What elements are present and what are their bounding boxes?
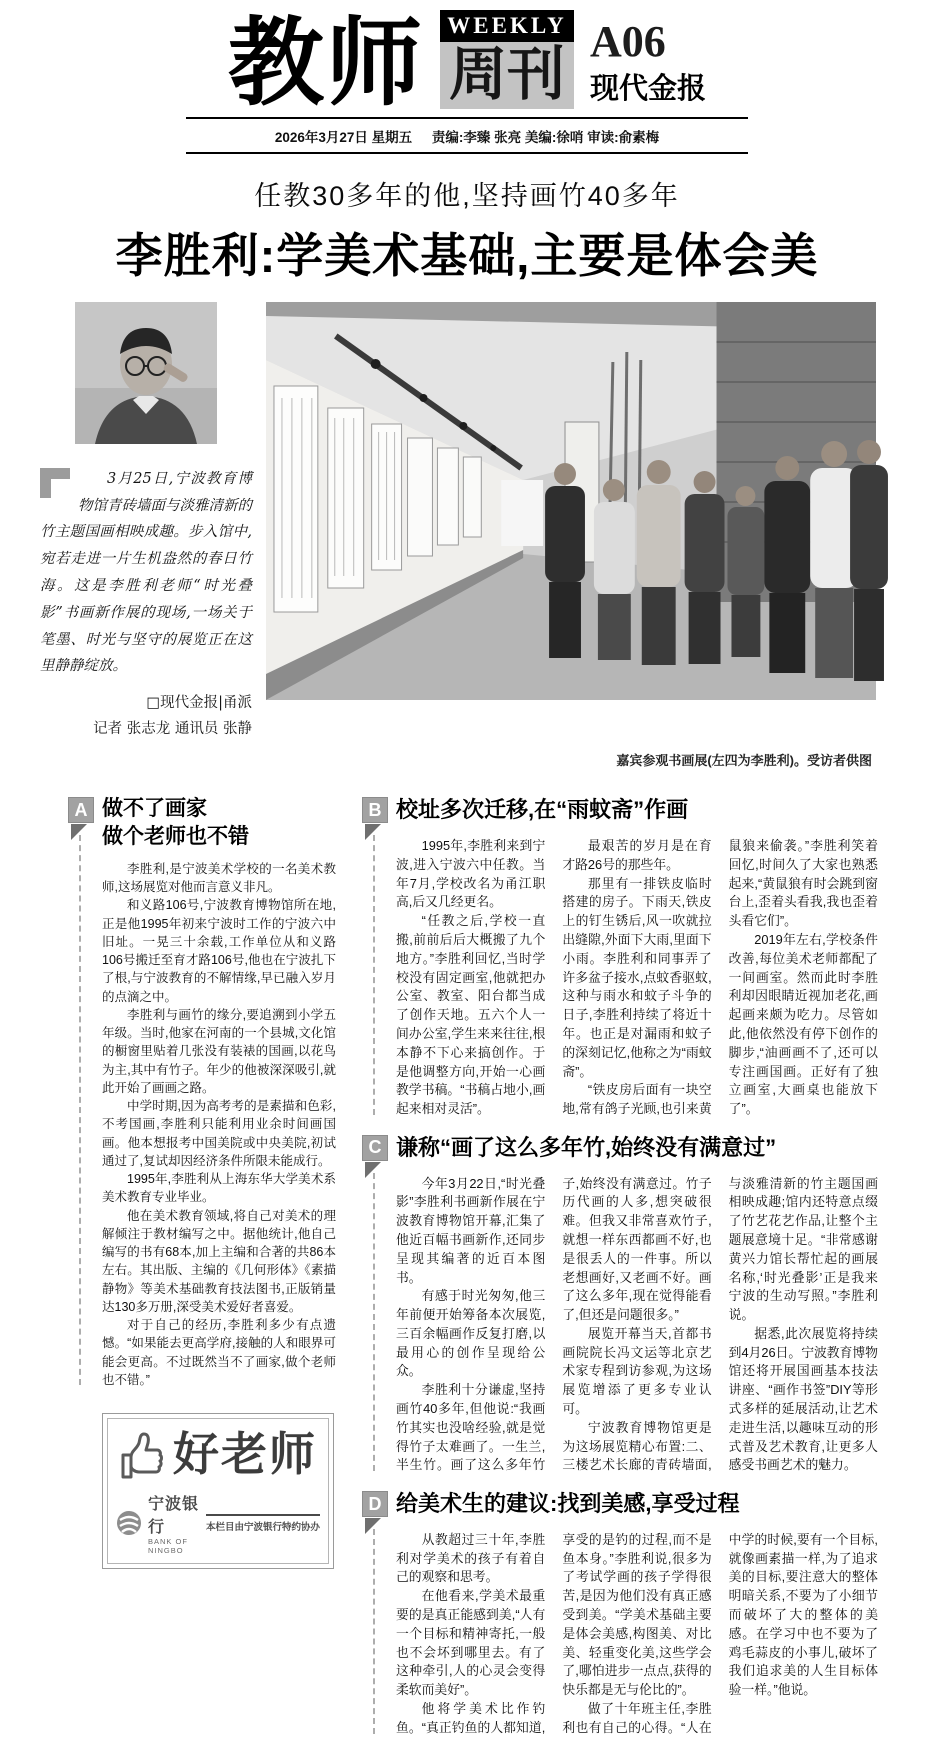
date-text: 2026年3月27日 星期五	[274, 129, 413, 145]
lead-paragraph: 3月25日,宁波教育博物馆青砖墙面与淡雅清新的竹主题国画相映成趣。步入馆中,宛若走进一片生机盎然的春日竹海。这是李胜利老师“时光叠影”书画新作展的现场,一场关于笔墨、时光与坚守的展览正在这里静静绽放。	[40, 470, 252, 675]
section-c-text	[396, 1175, 878, 1476]
exhibition-photo-illustration	[266, 302, 876, 700]
paragraph: 展览开幕当天,首都书画院院长冯文运等北京艺术家专程到访参观,为这场展览增添了更多专业认可。	[562, 1325, 712, 1417]
bank-name-cn: 宁波银行	[148, 1496, 200, 1537]
bank-ad-inner	[107, 1418, 329, 1564]
bank-name-en: BANK OF NINGBO	[148, 1537, 188, 1556]
column-section-a	[68, 795, 336, 1737]
section-a-marker: A	[68, 797, 94, 823]
column-sections-bcd	[362, 795, 878, 1737]
paragraph: 1995年,李胜利从上海东华大学美术系美术教育专业毕业。	[102, 1172, 336, 1205]
exhibition-photo	[266, 302, 876, 700]
byline-reporters: 记者 张志龙 通讯员 张静	[93, 721, 252, 738]
paragraph: 和义路106号,宁波教育博物馆所在地,正是他1995年初来宁波时工作的宁波六中旧址。一晃三十余载,工作单位从和义路106号搬迁至育才路106号,他也在宁波扎下了根,与宁波教育的不解情缘,早已融入岁月的点滴之中。	[102, 898, 336, 1004]
section-c	[362, 1133, 878, 1475]
paragraph: 李胜利,是宁波美术学校的一名美术教师,这场展览对他而言意义非凡。	[102, 861, 336, 895]
section-a-text	[102, 860, 336, 1389]
bank-logo-icon	[116, 1510, 142, 1536]
section-c-heading: 谦称“画了这么多年竹,始终没有满意过”	[396, 1134, 777, 1160]
paragraph: 李胜利十分谦虚,坚持画竹40多年,但他说:“我画竹其实也没啥经验,就是觉得竹子太难画了。一生兰,半生竹。画了这么多年竹子,始终没有满意过。竹子历代画的人多,想突破很难。但我又非常喜欢竹子,就想一样东西都画不好,也是很丢人的一件事。所以老想画好,又老画不好。画了这么多年,现在觉得能看了,但还是问题很多。”	[396, 1175, 712, 1473]
weekly-en-label: WEEKLY	[440, 10, 574, 42]
paragraph: “任教之后,学校一直搬,前前后后大概搬了九个地方。”李胜利回忆,当时学校没有固定画室,他就把办公室、教室、阳台都当成了创作天地。五六个人一间办公室,学生来来往往,根本静不下心来搞创作。于是他调整方向,开始一心画教学书稿。“书稿占地小,画起来相对灵活”。	[396, 913, 546, 1117]
headline-kicker: 任教30多年的他,坚持画竹40多年	[254, 180, 680, 211]
paragraph: 有感于时光匆匆,他三年前便开始筹备本次展览,三百余幅画作反复打磨,以最用心的创作呈现给公众。	[396, 1288, 546, 1379]
section-b-heading: 校址多次迁移,在“雨蚊斋”作画	[396, 797, 689, 823]
dateline	[186, 119, 748, 152]
byline	[40, 690, 252, 742]
corner-bracket-decoration	[40, 468, 70, 498]
paragraph: 李胜利与画竹的缘分,要追溯到小学五年级。当时,他家在河南的一个县城,文化馆的橱窗里贴着几张没有装裱的国画,以花鸟为主,其中有竹子。年少的他被深深吸引,就此开始了画画之路。	[102, 1007, 336, 1095]
paragraph: 他在美术教育领域,将自己对美术的理解倾注于教材编写之中。据他统计,他自己编写的书有68本,加上主编和合著的共86本左右。其出版、主编的《几何形体》《素描静物》等美术基础教育技法图书,正版销量达130多万册,深受美术爱好者喜爱。	[102, 1208, 336, 1314]
paragraph: 做了十年班主任,李胜利也有自己的心得。“人在中学的时候,要有一个目标,就像画素描一样,为了追求美的目标,要注意大的整体明暗关系,不要为了小细节而破坏了大的整体的美感。在学习中也不要为了鸡毛蒜皮的小事儿,破坏了我们追求美的人生目标体验一样。”他说。	[562, 1531, 878, 1735]
section-c-marker: C	[362, 1135, 388, 1161]
brand-title: 教师	[227, 9, 424, 117]
section-d	[362, 1489, 878, 1737]
section-a-heading-line1: 做不了画家	[102, 797, 207, 821]
article-body	[0, 795, 934, 1737]
byline-source: □现代金报|甬派	[146, 695, 252, 712]
masthead	[0, 0, 934, 117]
lead-text	[40, 466, 252, 681]
section-d-marker: D	[362, 1491, 388, 1517]
section-d-text	[396, 1531, 878, 1738]
section-b-text	[396, 837, 878, 1119]
headline-title: 李胜利:学美术基础,主要是体会美	[115, 228, 819, 282]
weekly-block	[440, 10, 574, 109]
lead-row	[0, 302, 934, 743]
page-number: A06	[589, 16, 666, 66]
paragraph: 从教超过三十年,李胜利对学美术的孩子有着自己的观察和思考。	[396, 1531, 546, 1585]
section-a-heading	[102, 795, 336, 850]
section-d-heading: 给美术生的建议:找到美感,享受过程	[396, 1491, 740, 1517]
portrait-illustration	[75, 302, 217, 444]
ad-title: 好老师	[173, 1429, 317, 1481]
paragraph: 在他看来,学美术最重要的是真正能感到美,“人有一个目标和精神寄托,一般也不会坏到哪里去。有了这种牵引,人的心灵会变得柔软而美好”。	[396, 1588, 546, 1698]
paragraph: 那里有一排铁皮临时搭建的房子。下雨天,铁皮上的钉生锈后,风一吹就拉出缝隙,外面下大雨,里面下小雨。李胜利和同事弄了许多盆子接水,点蚊香驱蚊,这种与雨水和蚊子斗争的日子,李胜利持续了将近十年。也正是对漏雨和蚊子的深刻记忆,他称之为“雨蚊斋”。	[562, 875, 712, 1079]
paragraph: “铁皮房后面有一块空地,常有鸽子光顾,也引来黄鼠狼来偷袭。”李胜利笑着回忆,时间久了大家也熟悉起来,“黄鼠狼有时会跳到窗台上,歪着头看我,我也歪着头看它们”。	[562, 837, 878, 1117]
ad-note: 本栏目由宁波银行特约协办	[206, 1514, 320, 1533]
section-a	[68, 795, 336, 1389]
masthead-right	[589, 16, 706, 109]
portrait-photo	[75, 302, 217, 444]
lead-column	[40, 302, 252, 743]
section-a-heading-line2: 做个老师也不错	[102, 824, 249, 848]
paragraph: 他将学美术比作钓鱼。“真正钓鱼的人都知道,享受的是钓的过程,而不是鱼本身。”李胜利说,很多为了考试学画的孩子学得很苦,是因为他们没有真正感受到美。“学美术基础主要是体会美感,构图美、对比美、轻重变化美,这些学会了,哪怕进步一点点,获得的快乐都是无与伦比的”。	[396, 1531, 712, 1735]
paragraph: 据悉,此次展览将持续到4月26日。宁波教育博物馆还将开展国画基本技法讲座、“画作书签”DIY等形式多样的延展活动,让艺术走进生活,以趣味互动的形式普及艺术教育,让更多人感受书画艺术的魅力。	[728, 1325, 878, 1473]
editors-text: 责编:李臻 张亮 美编:徐哨 审读:俞素梅	[431, 129, 660, 145]
paragraph: 宁波教育博物馆更是为这场展览精心布置:二、三楼艺术长廊的青砖墙面,与淡雅清新的竹主题国画相映成趣;馆内还特意点缀了竹艺花艺作品,让整个主题展意境十足。“非常感谢黄兴力馆长帮忙起的画展名称,‘时光叠影’正是我来宁波的生动写照。”李胜利说。	[562, 1175, 878, 1473]
bank-name	[148, 1491, 200, 1555]
bank-ad[interactable]	[102, 1413, 334, 1569]
paragraph: 最艰苦的岁月是在育才路26号的那些年。	[562, 837, 712, 872]
paragraph: 2019年左右,学校条件改善,每位美术老师都配了一间画室。然而此时李胜利却因眼睛近视加老花,画起画来颇为吃力。尽管如此,他依然没有停下创作的脚步,“油画画不了,还可以专注画国画。正好有了独立画室,大画桌也能放下了”。	[728, 931, 878, 1117]
paper-name: 现代金报	[589, 72, 706, 105]
section-b	[362, 795, 878, 1119]
weekly-cn-label: 周刊	[440, 42, 574, 109]
rule-bottom	[186, 152, 748, 154]
paragraph: 对于自己的经历,李胜利多少有点遗憾。“如果能去更高学府,接触的人和眼界可能会更高。不过既然当不了画家,做个老师也不错。”	[102, 1318, 336, 1387]
section-b-marker: B	[362, 797, 388, 823]
paragraph: 中学时期,因为高考考的是素描和色彩,不考国画,李胜利只能利用业余时间画国画。他本想报考中国美院或中央美院,初试通过了,复试却因经济条件所限未能成行。	[102, 1099, 336, 1168]
paragraph: 今年3月22日,“时光叠影”李胜利书画新作展在宁波教育博物馆开幕,汇集了他近百幅书画新作,还同步呈现其编著的近百本图书。	[396, 1175, 546, 1285]
paragraph: 1995年,李胜利来到宁波,进入宁波六中任教。当年7月,学校改名为甬江职高,后又几经更名。	[396, 837, 546, 910]
photo-caption: 嘉宾参观书画展(左四为李胜利)。受访者供图	[616, 753, 872, 769]
thumbs-up-icon	[119, 1429, 165, 1481]
